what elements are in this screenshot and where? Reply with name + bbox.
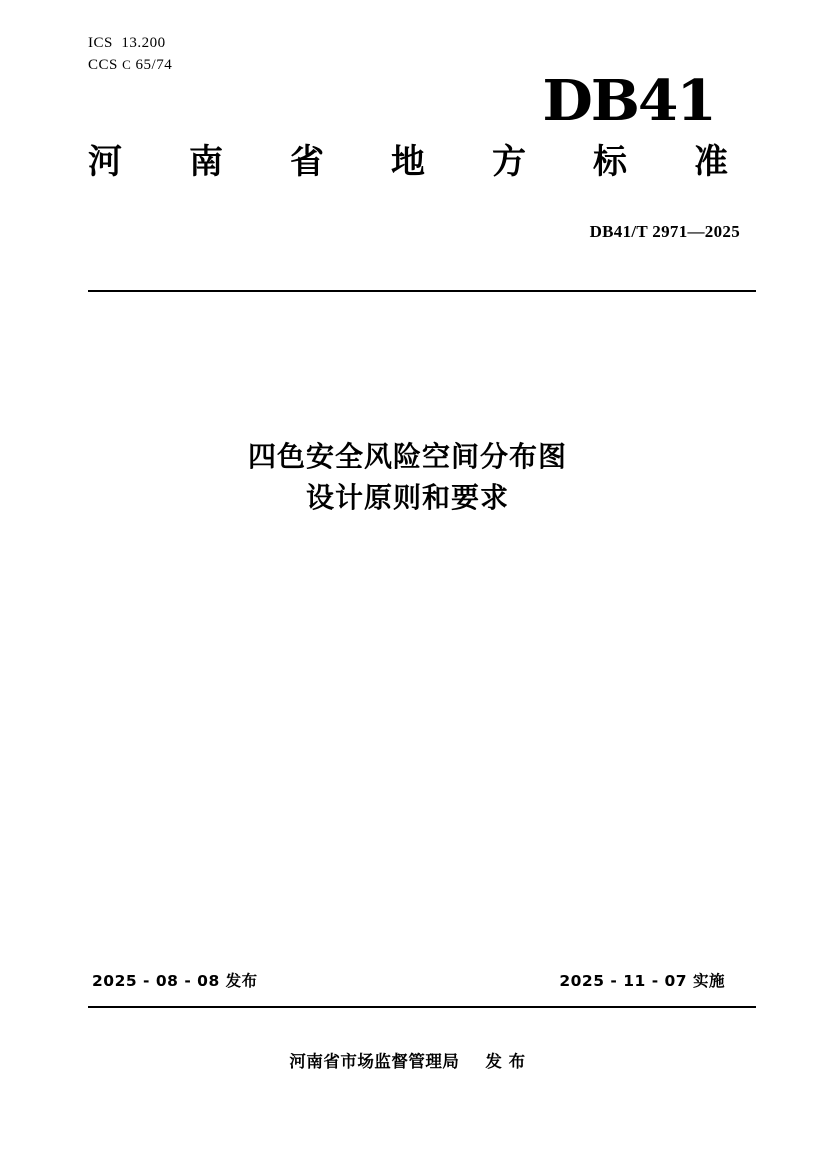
effective-date: 2025 - 11 - 07 实施 [559, 972, 725, 990]
ics-value: 13.200 [121, 35, 166, 51]
ccs-value: 65/74 [135, 56, 173, 73]
heading-char-2: 南 [189, 142, 223, 182]
heading-char-4: 地 [391, 142, 425, 182]
ccs-prefix: C [122, 56, 132, 72]
publisher-name: 河南省市场监督管理局 [289, 1052, 460, 1071]
ics-label: ICS [88, 35, 113, 51]
document-title-line-1: 四色安全风险空间分布图 [247, 440, 567, 473]
ccs-row [88, 55, 172, 77]
issue-date: 2025 - 08 - 08 发布 [92, 972, 258, 990]
ics-row [88, 33, 172, 55]
publisher-line [0, 1048, 815, 1072]
heading-char-5: 方 [492, 142, 526, 182]
heading-char-1: 河 [88, 142, 122, 182]
document-title-line-2: 设计原则和要求 [305, 480, 509, 514]
heading-char-3: 省 [290, 142, 324, 182]
classification-codes [88, 33, 172, 77]
province-standard-heading [88, 142, 728, 182]
publisher-suffix: 发 布 [485, 1052, 526, 1071]
heading-char-7: 准 [694, 142, 728, 182]
ccs-label: CCS [88, 56, 118, 73]
heading-char-6: 标 [593, 142, 627, 182]
bottom-divider [88, 1006, 756, 1008]
db41-logo: DB41 [542, 68, 715, 134]
standard-number: DB41/T 2971—2025 [589, 222, 740, 241]
document-title [0, 437, 815, 518]
top-divider [88, 290, 756, 292]
